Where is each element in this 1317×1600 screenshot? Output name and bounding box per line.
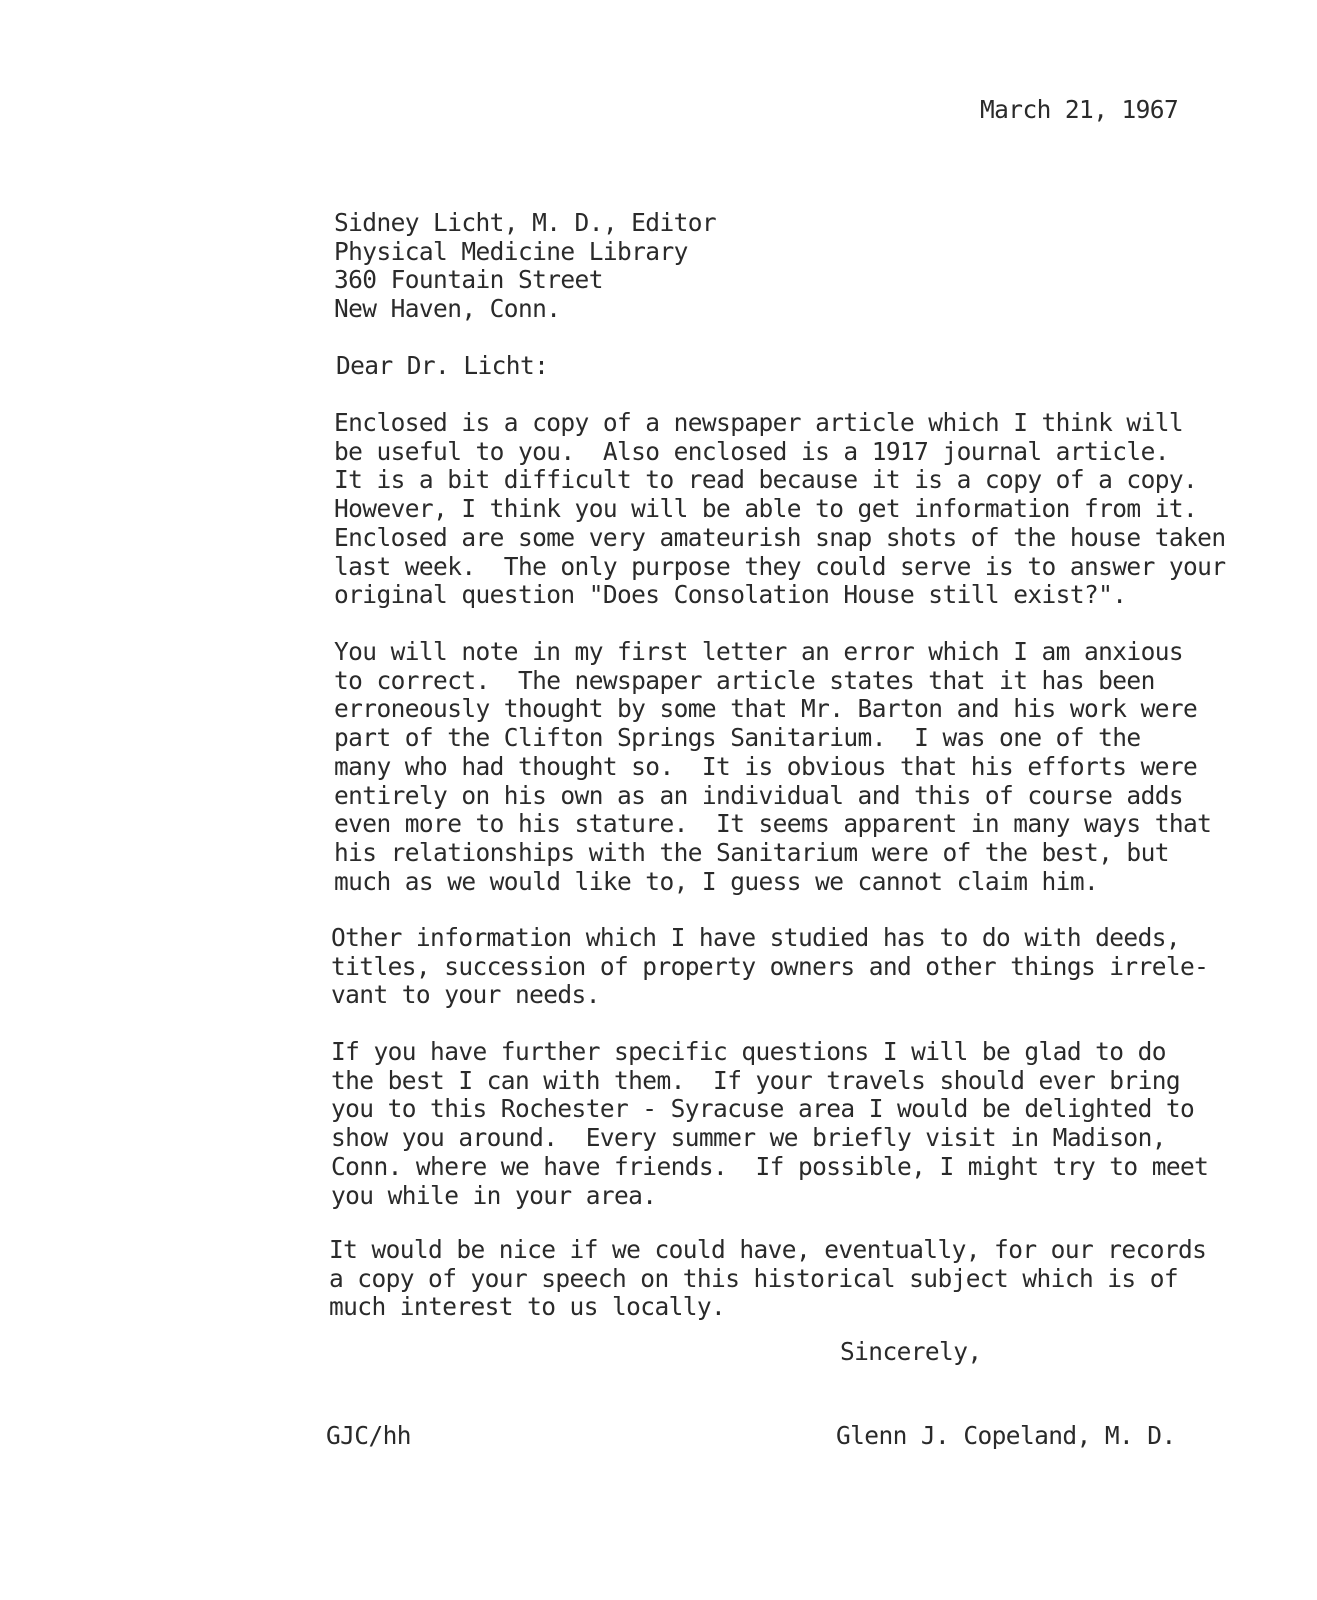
recipient-street-line: 360 Fountain Street: [334, 265, 603, 295]
paragraph-line: even more to his stature. It seems apparent in many ways that: [334, 809, 1212, 839]
letter-date: March 21, 1967: [980, 95, 1179, 124]
paragraph-line: titles, succession of property owners and other things irrele-: [331, 951, 1209, 981]
body-paragraph-2: [334, 638, 1211, 896]
paragraph-line: Other information which I have studied has to do with deeds,: [331, 923, 1181, 952]
paragraph-line: entirely on his own as an individual and this of course adds: [334, 780, 1184, 810]
body-paragraph-4: [331, 1038, 1208, 1210]
recipient-address: [334, 209, 716, 324]
paragraph-line: Conn. where we have friends. If possible, I might try to meet: [331, 1151, 1209, 1181]
body-paragraph-1: [334, 409, 1225, 610]
paragraph-line: show you around. Every summer we briefly visit in Madison,: [331, 1123, 1166, 1153]
paragraph-line: If you have further specific questions I will be glad to do: [331, 1037, 1166, 1066]
paragraph-line: part of the Clifton Springs Sanitarium. I was one of the: [334, 723, 1141, 753]
signature-name: Glenn J. Copeland, M. D.: [836, 1421, 1176, 1450]
paragraph-line: to correct. The newspaper article states that it has been: [334, 665, 1155, 695]
paragraph-line: original question "Does Consolation House still exist?".: [334, 580, 1127, 610]
paragraph-line: It would be nice if we could have, eventually, for our records: [329, 1235, 1207, 1264]
paragraph-line: a copy of your speech on this historical subject which is of: [329, 1263, 1179, 1293]
paragraph-line: It is a bit difficult to read because it is a copy of a copy.: [334, 465, 1198, 495]
paragraph-line: However, I think you will be able to get information from it.: [334, 494, 1198, 524]
paragraph-line: last week. The only purpose they could serve is to answer your: [334, 551, 1226, 581]
paragraph-line: vant to your needs.: [331, 980, 600, 1010]
paragraph-line: the best I can with them. If your travels should ever bring: [331, 1065, 1181, 1095]
paragraph-line: you to this Rochester - Syracuse area I would be delighted to: [331, 1094, 1195, 1124]
body-paragraph-5: [329, 1236, 1206, 1322]
recipient-organization-line: Physical Medicine Library: [334, 236, 688, 266]
reference-initials: GJC/hh: [326, 1421, 411, 1450]
recipient-city-line: New Haven, Conn.: [334, 294, 561, 324]
salutation: Dear Dr. Licht:: [336, 351, 549, 380]
body-paragraph-3: [331, 924, 1208, 1010]
paragraph-line: be useful to you. Also enclosed is a 1917 journal article.: [334, 436, 1169, 466]
paragraph-line: his relationships with the Sanitarium were of the best, but: [334, 837, 1169, 867]
recipient-name-line: Sidney Licht, M. D., Editor: [334, 208, 717, 237]
paragraph-line: You will note in my first letter an error which I am anxious: [334, 637, 1184, 666]
closing: Sincerely,: [840, 1337, 982, 1366]
paragraph-line: many who had thought so. It is obvious that his efforts were: [334, 751, 1198, 781]
paragraph-line: much interest to us locally.: [329, 1292, 726, 1322]
paragraph-line: much as we would like to, I guess we cannot claim him.: [334, 866, 1099, 896]
paragraph-line: you while in your area.: [331, 1180, 657, 1210]
paragraph-line: erroneously thought by some that Mr. Barton and his work were: [334, 694, 1198, 724]
paragraph-line: Enclosed is a copy of a newspaper article which I think will: [334, 408, 1184, 437]
paragraph-line: Enclosed are some very amateurish snap shots of the house taken: [334, 522, 1226, 552]
